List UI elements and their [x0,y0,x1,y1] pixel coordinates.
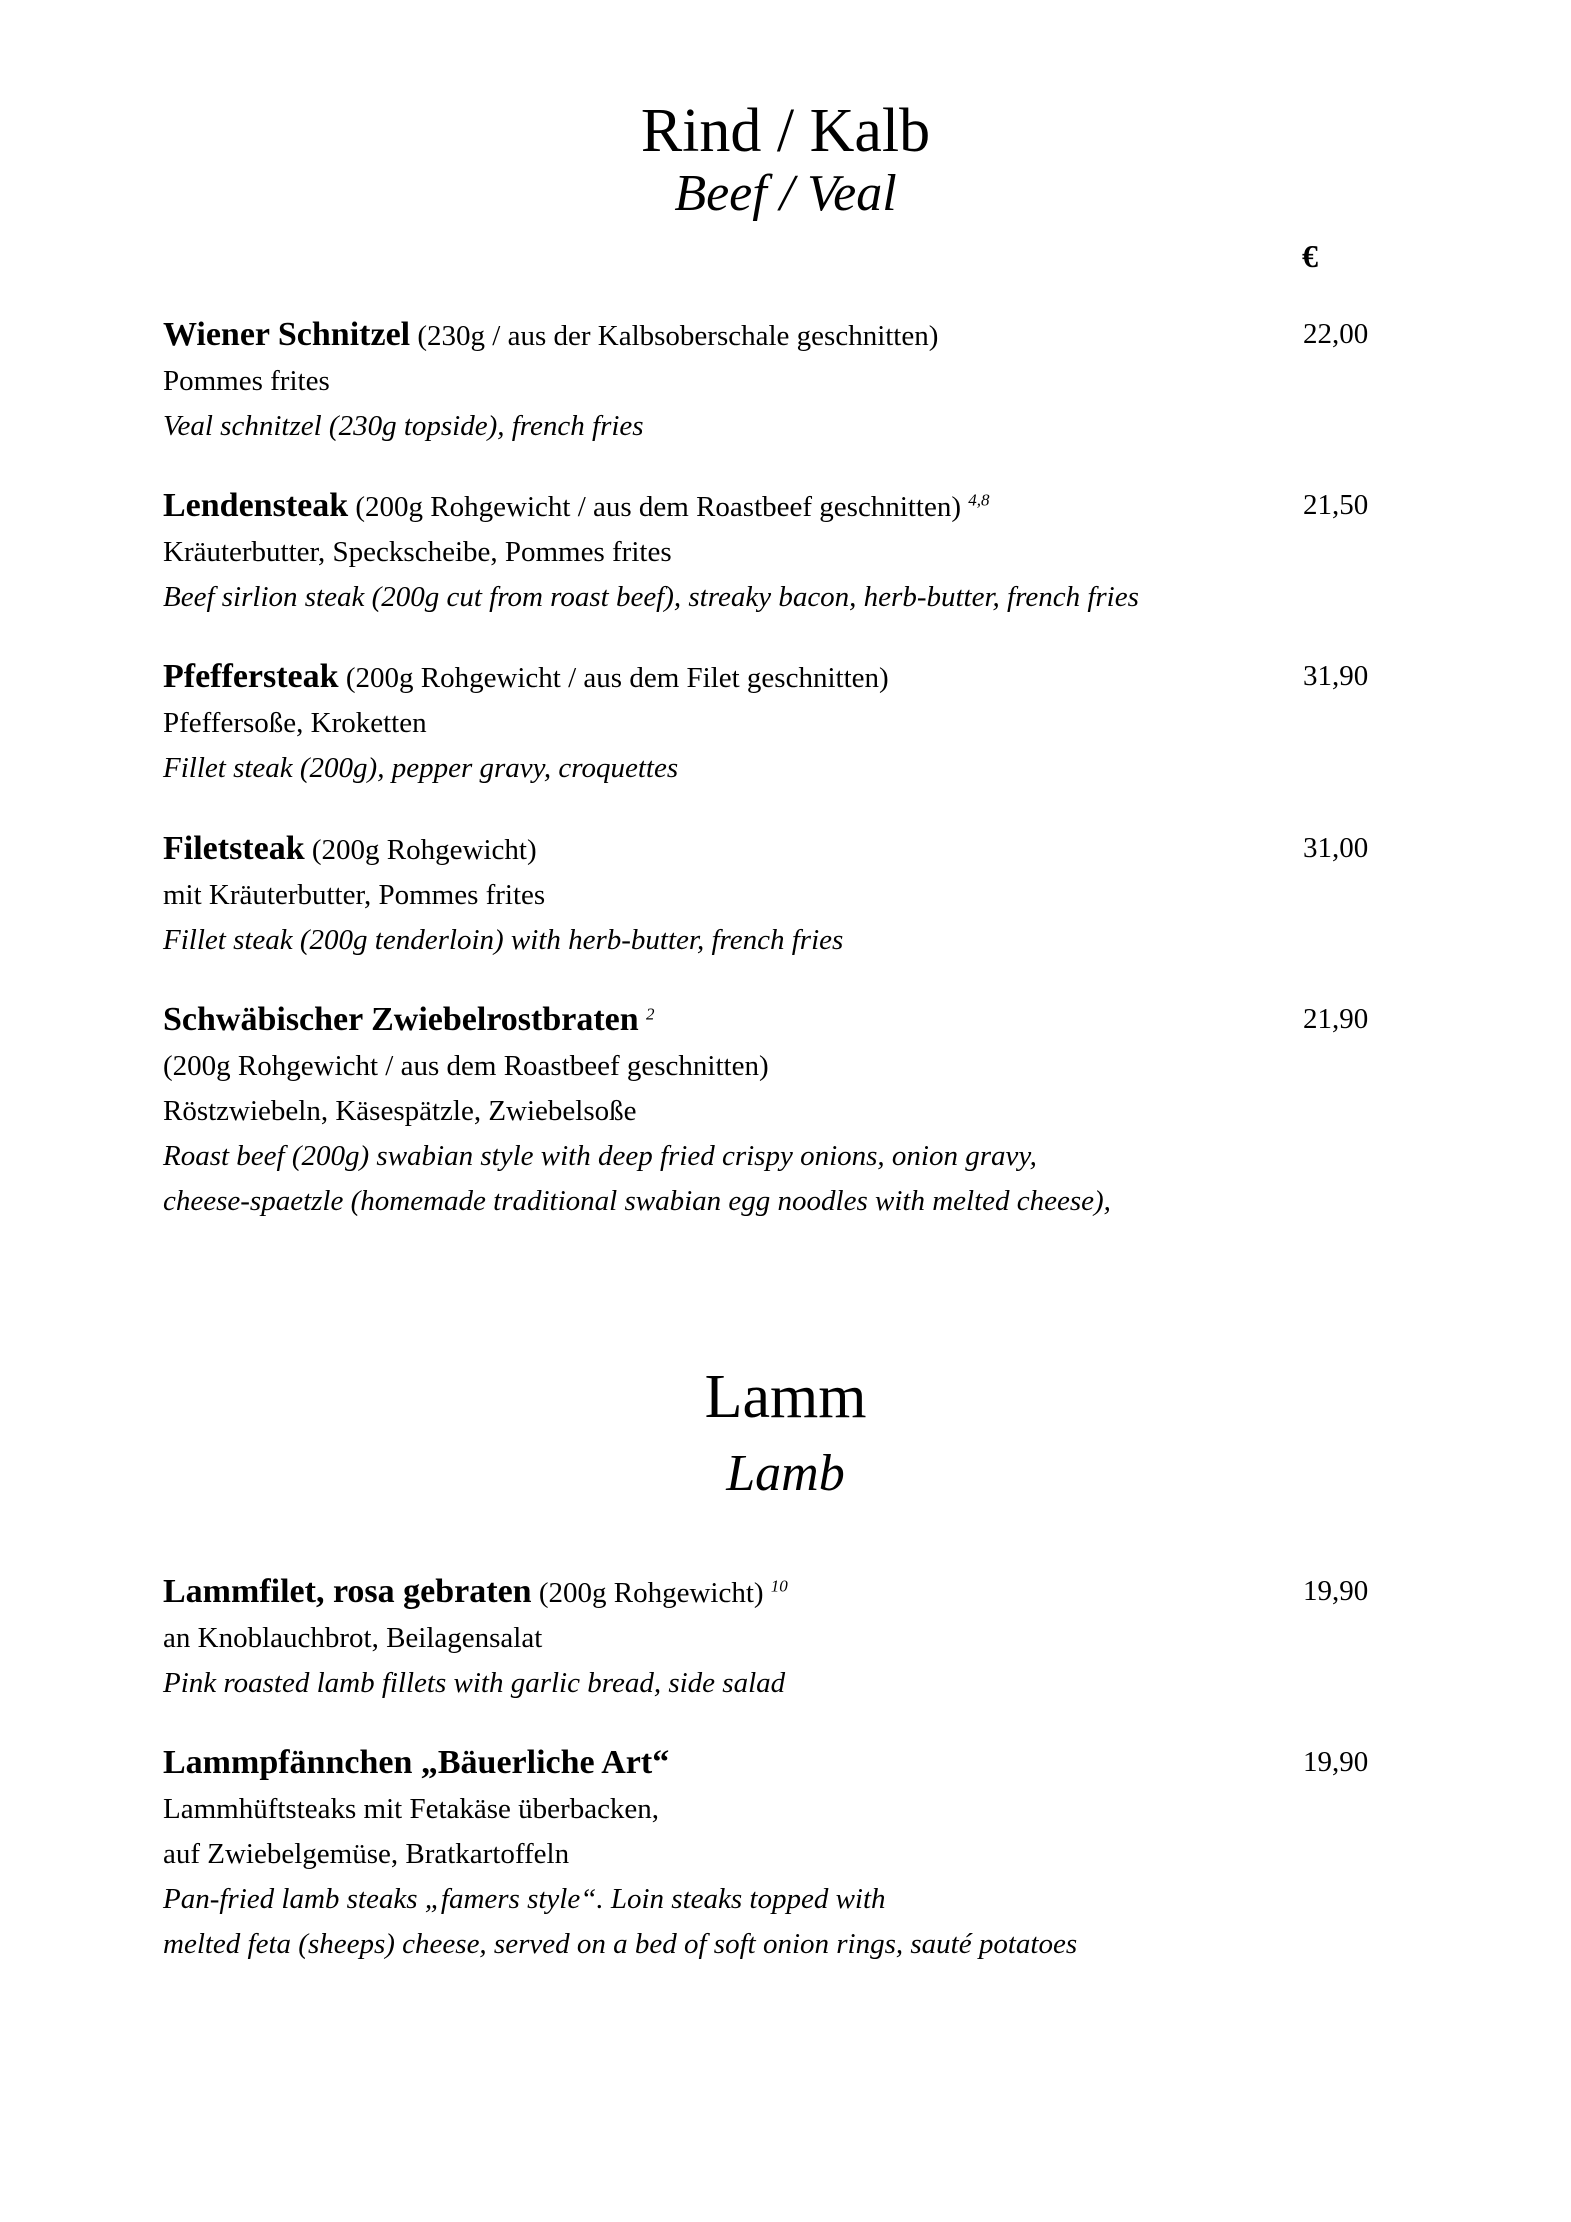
item-description-de: Kräuterbutter, Speckscheibe, Pommes frites [163,536,672,568]
currency-symbol: € [1302,238,1318,274]
item-price: 31,00 [1303,832,1369,864]
menu-item [163,1569,1393,1706]
item-name: Filetsteak [163,830,305,867]
item-description-de: Pfeffersoße, Kroketten [163,707,427,739]
menu-item [163,1740,1393,1967]
item-name: Lammfilet, rosa gebraten [163,1573,532,1610]
item-note: (200g Rohgewicht / aus dem Filet geschnitten) [338,662,889,694]
item-note: (200g Rohgewicht / aus dem Roastbeef geschnitten) [348,491,962,523]
item-name: Pfeffersteak [163,658,339,695]
item-price: 19,90 [1303,1575,1369,1607]
item-heading [163,483,1393,530]
allergen-marker: 4,8 [968,490,990,510]
section-header-beef [0,97,1571,222]
item-description-en: melted feta (sheeps) cheese, served on a bed of soft onion rings, sauté potatoes [163,1928,1078,1960]
item-heading [163,997,1393,1044]
menu-item [163,997,1393,1224]
section-subtitle: Beef / Veal [674,165,897,222]
menu-item [163,312,1393,449]
item-description-en: Fillet steak (200g tenderloin) with herb-butter, french fries [163,924,844,956]
item-note: (230g / aus der Kalbsoberschale geschnitten) [410,320,939,352]
menu-item [163,826,1393,963]
item-name: Wiener Schnitzel [163,316,411,353]
item-description-en: Beef sirlion steak (200g cut from roast beef), streaky bacon, herb-butter, french fries [163,581,1139,613]
item-description-en: Veal schnitzel (230g topside), french fries [163,410,644,442]
item-heading [163,312,1393,359]
menu-item [163,654,1393,791]
item-description-de: Pommes frites [163,365,330,397]
section-title: Rind / Kalb [640,97,931,165]
section-title: Lamm [704,1363,867,1431]
item-description-de: Lammhüftsteaks mit Fetakäse überbacken, [163,1793,660,1825]
item-note: (200g Rohgewicht) [531,1577,764,1609]
item-description-en: Pink roasted lamb fillets with garlic bread, side salad [163,1667,786,1699]
allergen-marker: 10 [770,1576,788,1596]
item-description-en: Pan-fried lamb steaks „famers style“. Loin steaks topped with [163,1883,886,1915]
item-name: Schwäbischer Zwiebelrostbraten [163,1001,639,1038]
item-description-de: mit Kräuterbutter, Pommes frites [163,879,546,911]
item-description-de: (200g Rohgewicht / aus dem Roastbeef geschnitten) [163,1050,769,1082]
allergen-marker: 2 [645,1004,655,1024]
item-heading [163,654,1393,701]
item-price: 21,90 [1303,1003,1369,1035]
item-price: 19,90 [1303,1746,1369,1778]
item-name: Lendensteak [163,487,349,524]
menu-item [163,483,1393,620]
item-name: Lammpfännchen „Bäuerliche Art“ [163,1744,670,1781]
section-subtitle: Lamb [726,1445,845,1502]
section-header-lamb [0,1363,1571,1502]
item-price: 21,50 [1303,489,1369,521]
item-description-de: auf Zwiebelgemüse, Bratkartoffeln [163,1838,570,1870]
item-description-en: Fillet steak (200g), pepper gravy, croquettes [163,752,679,784]
item-description-en: cheese-spaetzle (homemade traditional swabian egg noodles with melted cheese), [163,1185,1111,1217]
item-note: (200g Rohgewicht) [304,834,537,866]
item-description-de: an Knoblauchbrot, Beilagensalat [163,1622,543,1654]
item-description-de: Röstzwiebeln, Käsespätzle, Zwiebelsoße [163,1095,637,1127]
item-heading [163,826,1393,873]
item-heading [163,1569,1393,1616]
item-description-en: Roast beef (200g) swabian style with deep fried crispy onions, onion gravy, [163,1140,1037,1172]
item-heading [163,1740,1393,1787]
item-price: 22,00 [1303,318,1369,350]
item-price: 31,90 [1303,660,1369,692]
